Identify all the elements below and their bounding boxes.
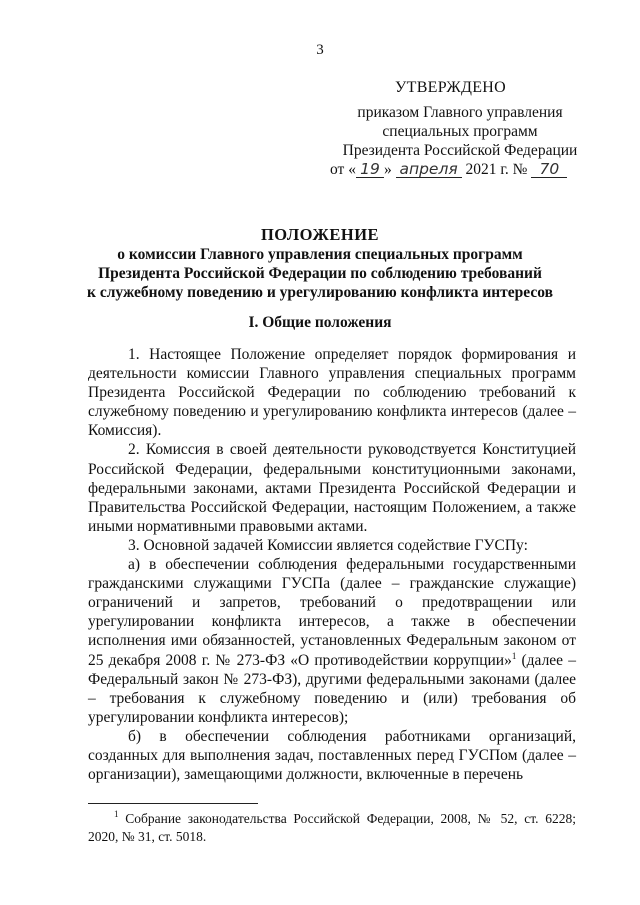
approval-stamp (330, 78, 590, 179)
approval-line: Президента Российской Федерации (342, 142, 578, 159)
footnote-text: Собрание законодательства Российской Федерации, 2008, № 52, ст. 6228; 2020, № 31, ст. 5018. (88, 811, 576, 844)
paragraph-text: 2. Комиссия в своей деятельности руководствуется Конституцией Российской Федерации, федеральными конституционными законами, федеральными законами, актами Президента Российской Федерации и Правительства Российской Федерации, настоящим Положением, а также иными нормативными правовыми актами. (88, 441, 576, 535)
handwritten-day: 19 (356, 161, 384, 178)
day-suffix: » (383, 161, 392, 178)
document-title (60, 224, 580, 302)
paragraph-text: 1. Настоящее Положение определяет порядок формирования и деятельности комиссии Главного управления специальных программ Президента Российской Федерации по соблюдению требований к служебному поведению и урегулированию конфликта интересов (далее – Комиссия). (88, 346, 576, 440)
approval-line: специальных программ (382, 123, 538, 140)
title-line: к служебному поведению и урегулированию конфликта интересов (87, 284, 553, 301)
approval-line: приказом Главного управления (357, 104, 563, 121)
handwritten-order-number: 70 (531, 161, 567, 178)
paragraph (88, 727, 576, 784)
paragraph (88, 555, 576, 727)
footnote (88, 810, 576, 846)
footnote-mark: 1 (114, 809, 119, 819)
title-main: ПОЛОЖЕНИЕ (260, 225, 380, 244)
paragraph-text: б) в обеспечении соблюдения работниками организаций, созданных для выполнения задач, поставленных перед ГУСПом (далее – организации), замещающими должности, включенные в перечень (88, 727, 576, 784)
paragraph (88, 345, 576, 440)
year-text: 2021 г. № (465, 161, 528, 178)
handwritten-month: апреля (396, 161, 462, 178)
footnote-separator (88, 803, 258, 804)
approval-heading: УТВЕРЖДЕНО (395, 79, 507, 96)
section-heading: I. Общие положения (248, 314, 392, 331)
paragraph-text: 3. Основной задачей Комиссии является содействие ГУСПу: (128, 536, 528, 554)
title-line: о комиссии Главного управления специальных программ (117, 246, 523, 263)
title-line: Президента Российской Федерации по соблюдению требований (98, 265, 542, 282)
document-body (88, 345, 576, 784)
page-number: 3 (316, 42, 324, 58)
approval-date-line (330, 160, 590, 179)
date-prefix: от « (330, 161, 356, 178)
paragraph (88, 440, 576, 535)
paragraph-text-tail: (далее – Федеральный закон № 273-ФЗ), другими федеральными законами (далее – требования к служебному поведению и (или) требования об урегулировании конфликта интересов); (88, 651, 576, 726)
paragraph-text: а) в обеспечении соблюдения федеральными государственными гражданскими служащими ГУСПа (далее – гражданские служащие) ограничений и запретов, требований о предотвращении или урегулировании конфликта интересов, а также в обеспечении исполнения ими обязанностей, установленных Федеральным законом от 25 декабря 2008 г. № 273-ФЗ «О противодействии коррупции» (88, 556, 576, 669)
paragraph (88, 536, 576, 555)
footnote-reference: 1 (511, 650, 517, 661)
